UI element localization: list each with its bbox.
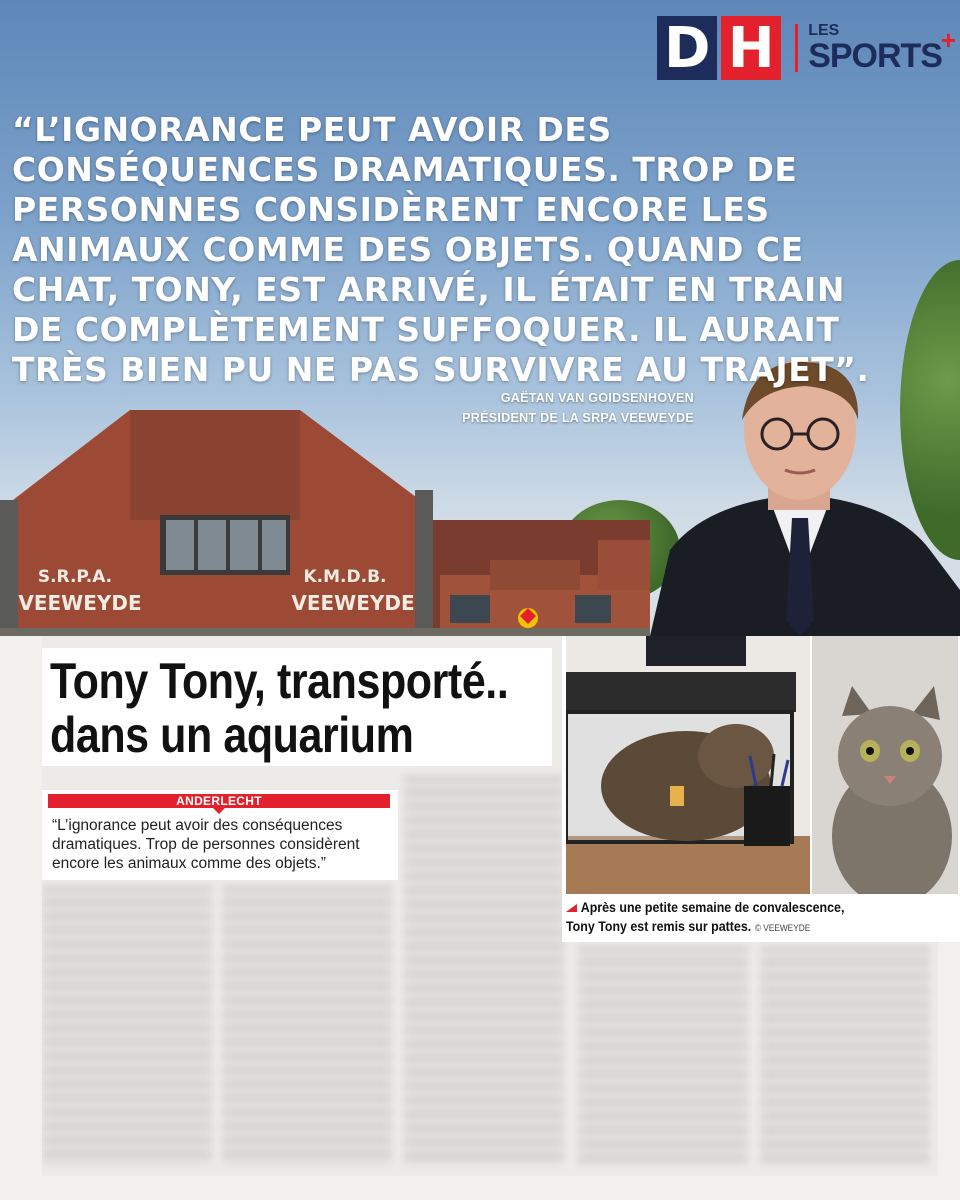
srpa-building [0,410,650,636]
headline-line-2: dans un aquarium [50,707,414,763]
logo-sports: SPORTS [808,37,942,75]
sign-left-line1: S.R.P.A. [37,567,113,587]
pull-quote: “L’IGNORANCE PEUT AVOIR DES CONSÉQUENCES DRAMATIQUES. TROP DE PERSONNES CONSIDÈRENT ENCORE LES ANIMAUX COMME DES OBJETS. QUAND CE CHAT, TONY, EST ARRIVÉ, IL ÉTAIT EN TRAIN DE COMPLÈTEMENT SUFFOQUER. IL AURAIT TRÈS BIEN PU NE PAS SURVIVRE AU TRAJET”. [12,110,870,389]
caption-marker-icon [566,904,577,912]
logo-letter-h: H [721,16,781,80]
blurred-column [222,886,392,1166]
cat-photo [812,636,958,894]
caption-line-1: Après une petite semaine de convalescence, [580,900,845,915]
quote-author-role: PRÉSIDENT DE LA SRPA VEEWEYDE [462,411,694,425]
headline-line-1: Tony Tony, transporté.. [50,653,509,709]
quote-attribution [462,388,694,428]
photo-credit: © VEEWEYDE [754,923,811,933]
article-lead: “L’ignorance peut avoir des conséquences dramatiques. Trop de personnes considèrent encore les animaux comme des objets.” [52,817,360,872]
logo-plus-icon: + [940,25,956,55]
logo-les: LES [808,22,840,39]
caption-line-2: Tony Tony est remis sur pattes. [566,919,752,934]
logo-letter-d: D [657,16,717,80]
section-label: ANDERLECHT [176,794,262,808]
blurred-column [404,776,564,1166]
sign-right-line2: VEEWEYDE [291,591,415,615]
blurred-column [42,886,212,1166]
sign-left-line2: VEEWEYDE [18,591,142,615]
article-headline [50,653,509,763]
sign-right-line1: K.M.D.B. [303,567,387,587]
aquarium-photo [566,636,810,894]
photo-caption [566,898,925,938]
quote-author: GAËTAN VAN GOIDSENHOVEN [500,391,694,405]
logo-divider [795,24,798,72]
blurred-column [760,946,930,1166]
dh-les-sports-logo[interactable] [657,12,956,84]
blurred-column [578,946,748,1166]
section-notch [213,808,225,814]
